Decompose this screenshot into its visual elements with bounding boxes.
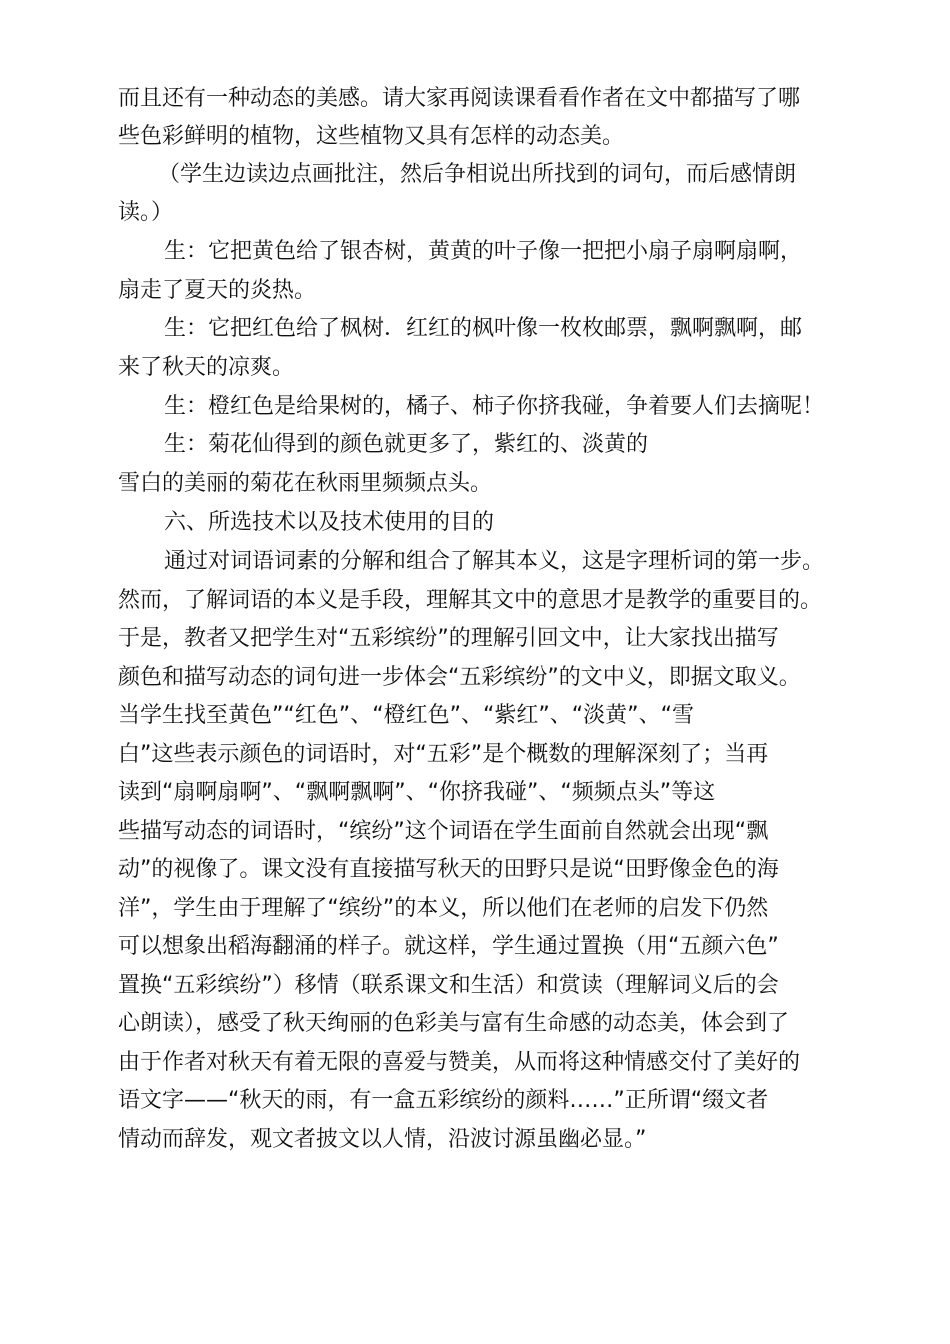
text-line: 生：菊花仙得到的颜色就更多了，紫红的、淡黄的 <box>164 432 649 457</box>
text-line: 白”这些表示颜色的词语时，对“五彩”是个概数的理解深刻了；当再 <box>118 742 769 767</box>
text-line: 洋”，学生由于理解了“缤纷”的本义，所以他们在老师的启发下仍然 <box>118 896 769 921</box>
text-line: 生：它把红色给了枫树．红红的枫叶像一枚枚邮票，飘啊飘啊，邮 <box>164 316 803 341</box>
text-line: 然而，了解词语的本义是手段，理解其文中的意思才是教学的重要目的。 <box>118 588 823 613</box>
text-line: 情动而辞发，观文者披文以人情，沿波讨源虽幽必显。” <box>118 1127 647 1152</box>
text-line: 心朗读），感受了秋天绚丽的色彩美与富有生命感的动态美，体会到了 <box>118 1011 790 1036</box>
text-line: 生：它把黄色给了银杏树，黄黄的叶子像一把把小扇子扇啊扇啊， <box>164 239 803 264</box>
text-line: 些描写动态的词语时，“缤纷”这个词语在学生面前自然就会出现“飘 <box>118 819 769 844</box>
text-line: 生：橙红色是给果树的，橘子、柿子你挤我碰，争着要人们去摘呢！ <box>164 394 825 419</box>
text-line: 来了秋天的凉爽。 <box>118 355 295 380</box>
text-line: 于是，教者又把学生对“五彩缤纷”的理解引回文中，让大家找出描写 <box>118 626 779 651</box>
text-line: 颜色和描写动态的词句进一步体会“五彩缤纷”的文中义，即据文取义。 <box>118 665 801 690</box>
text-line: 通过对词语词素的分解和组合了解其本义，这是字理析词的第一步。 <box>164 549 825 574</box>
text-line: 雪白的美丽的菊花在秋雨里频频点头。 <box>118 471 493 496</box>
text-line: 由于作者对秋天有着无限的喜爱与赞美，从而将这种情感交付了美好的 <box>118 1050 801 1075</box>
text-line: 置换“五彩缤纷”）移情（联系课文和生活）和赏读（理解词义后的会 <box>118 973 779 998</box>
text-line: 扇走了夏天的炎热。 <box>118 278 317 303</box>
text-line: 当学生找至黄色”“红色”、“橙红色”、“紫红”、“淡黄”、“雪 <box>118 703 694 728</box>
text-line: （学生边读边点画批注，然后争相说出所找到的词句，而后感情朗 <box>158 162 797 187</box>
text-line: 读。） <box>118 200 174 225</box>
text-line: 语文字——“秋天的雨，有一盒五彩缤纷的颜料……”正所谓“缀文者 <box>118 1088 769 1113</box>
text-line: 而且还有一种动态的美感。请大家再阅读课看看作者在文中都描写了哪 <box>118 86 801 111</box>
text-line: 读到“扇啊扇啊”、“飘啊飘啊”、“你挤我碰”、“频频点头”等这 <box>118 780 716 805</box>
text-line: 些色彩鲜明的植物，这些植物又具有怎样的动态美。 <box>118 124 625 149</box>
text-line: 可以想象出稻海翻涌的样子。就这样，学生通过置换（用“五颜六色” <box>118 934 779 959</box>
section-heading: 六、所选技术以及技术使用的目的 <box>164 510 495 535</box>
text-line: 动”的视像了。课文没有直接描写秋天的田野只是说“田野像金色的海 <box>118 857 779 882</box>
